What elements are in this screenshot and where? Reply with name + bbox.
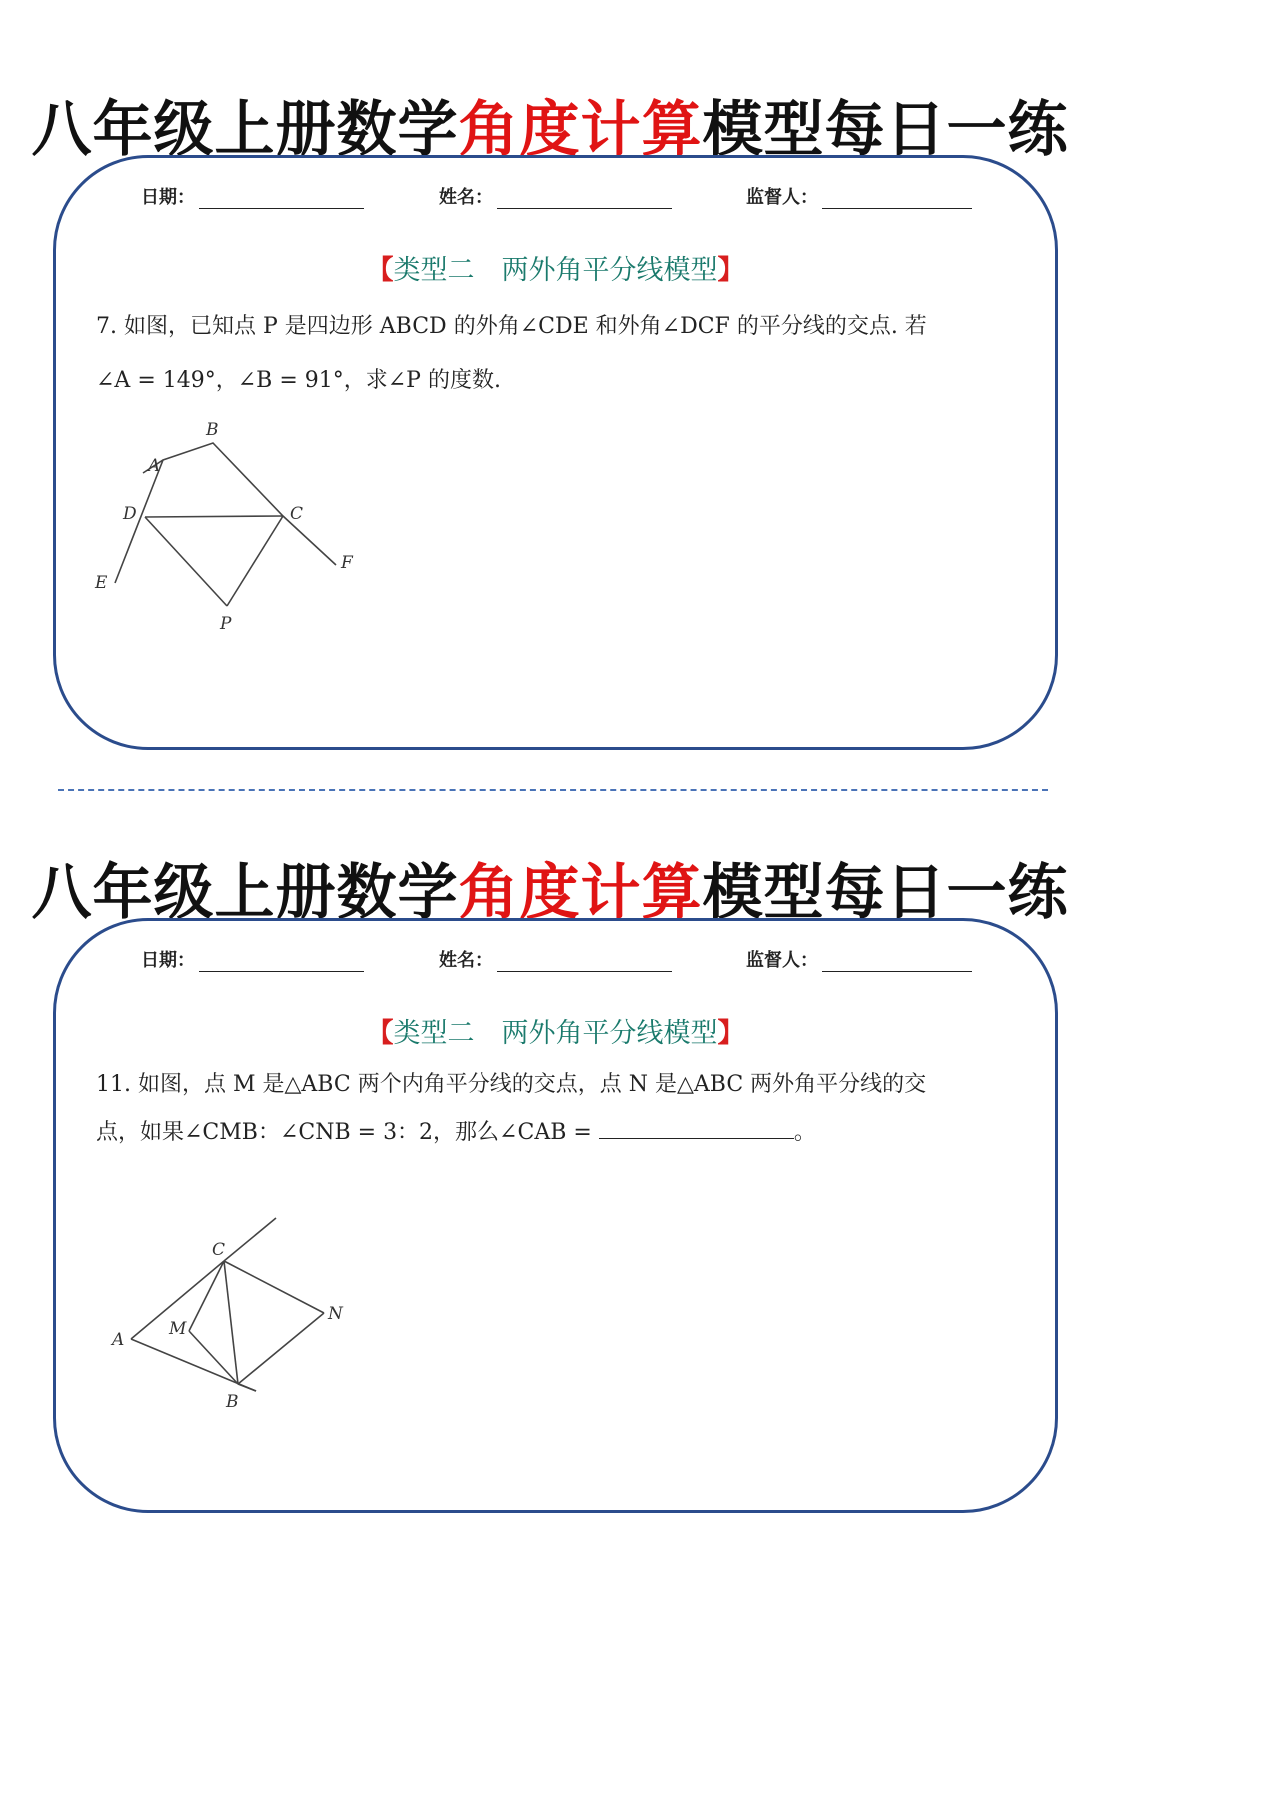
label-a: A: [112, 1330, 125, 1350]
supervisor-input-line[interactable]: [822, 951, 972, 972]
label-d: D: [123, 504, 137, 524]
question-line-2: ∠A = 149°，∠B = 91°，求∠P 的度数.: [96, 368, 501, 393]
ray-from-b: [238, 1384, 256, 1391]
label-n: N: [328, 1304, 343, 1324]
question-line-2-end: 。: [793, 1120, 816, 1145]
title-suffix: 模型每日一练: [702, 95, 1069, 165]
segment-dc: [145, 516, 283, 517]
date-input-line[interactable]: [199, 951, 364, 972]
question-7: [96, 300, 1026, 408]
title-prefix: 八年级上册数学: [31, 858, 459, 928]
date-label: 日期：: [141, 187, 195, 208]
segment-mb: [189, 1331, 238, 1384]
name-field: [439, 183, 672, 209]
label-p: P: [220, 614, 232, 634]
label-b: B: [206, 420, 219, 440]
answer-blank[interactable]: [599, 1116, 794, 1139]
bracket-close: 】: [717, 1018, 745, 1049]
name-field: [439, 946, 672, 972]
supervisor-label: 监督人：: [746, 950, 818, 971]
supervisor-field: [746, 183, 972, 209]
label-e: E: [95, 573, 108, 593]
question-line-2: [96, 1109, 1026, 1157]
question-line-1: 7. 如图，已知点 P 是四边形 ABCD 的外角∠CDE 和外角∠DCF 的平分线的交点. 若: [96, 314, 927, 339]
segment-cn: [224, 1261, 324, 1313]
segment-bn: [238, 1313, 324, 1384]
date-input-line[interactable]: [199, 188, 364, 209]
supervisor-field: [746, 946, 972, 972]
type-heading: [56, 1011, 1055, 1050]
type-heading-text: 类型二 两外角平分线模型: [393, 255, 718, 286]
name-input-line[interactable]: [497, 188, 672, 209]
title-prefix: 八年级上册数学: [31, 95, 459, 165]
quadrilateral-figure: [83, 413, 393, 638]
title-highlight: 角度计算: [458, 95, 703, 165]
title-suffix: 模型每日一练: [702, 858, 1069, 928]
bracket-open: 【: [366, 1018, 394, 1049]
segment-cb: [224, 1261, 238, 1384]
question-line-2-text: 点，如果∠CMB：∠CNB = 3：2，那么∠CAB =: [96, 1120, 592, 1145]
date-label: 日期：: [141, 950, 195, 971]
label-c: C: [290, 504, 304, 524]
triangle-bisector-figure: [106, 1211, 366, 1416]
date-field: [141, 946, 364, 972]
supervisor-input-line[interactable]: [822, 188, 972, 209]
title-highlight: 角度计算: [458, 858, 703, 928]
bracket-close: 】: [717, 255, 745, 286]
label-f: F: [341, 553, 353, 573]
ray-from-c: [224, 1218, 276, 1261]
label-b: B: [226, 1392, 239, 1412]
question-11: [96, 1061, 1026, 1157]
cut-line-divider: [58, 789, 1048, 791]
date-field: [141, 183, 364, 209]
exercise-card: [53, 155, 1058, 750]
type-heading-text: 类型二 两外角平分线模型: [393, 1018, 718, 1049]
question-line-1: 11. 如图，点 M 是△ABC 两个内角平分线的交点，点 N 是△ABC 两外角平分线的交: [96, 1072, 927, 1097]
info-row: [56, 946, 1055, 976]
segment-cm: [189, 1261, 224, 1331]
segment-dp: [145, 517, 227, 606]
label-a: A: [148, 456, 161, 476]
type-heading: [56, 248, 1055, 287]
label-m: M: [169, 1319, 187, 1339]
name-label: 姓名：: [439, 187, 493, 208]
name-input-line[interactable]: [497, 951, 672, 972]
bracket-open: 【: [366, 255, 394, 286]
exercise-card: [53, 918, 1058, 1513]
info-row: [56, 183, 1055, 213]
segment-cp: [227, 516, 283, 606]
label-c: C: [212, 1240, 226, 1260]
supervisor-label: 监督人：: [746, 187, 818, 208]
name-label: 姓名：: [439, 950, 493, 971]
